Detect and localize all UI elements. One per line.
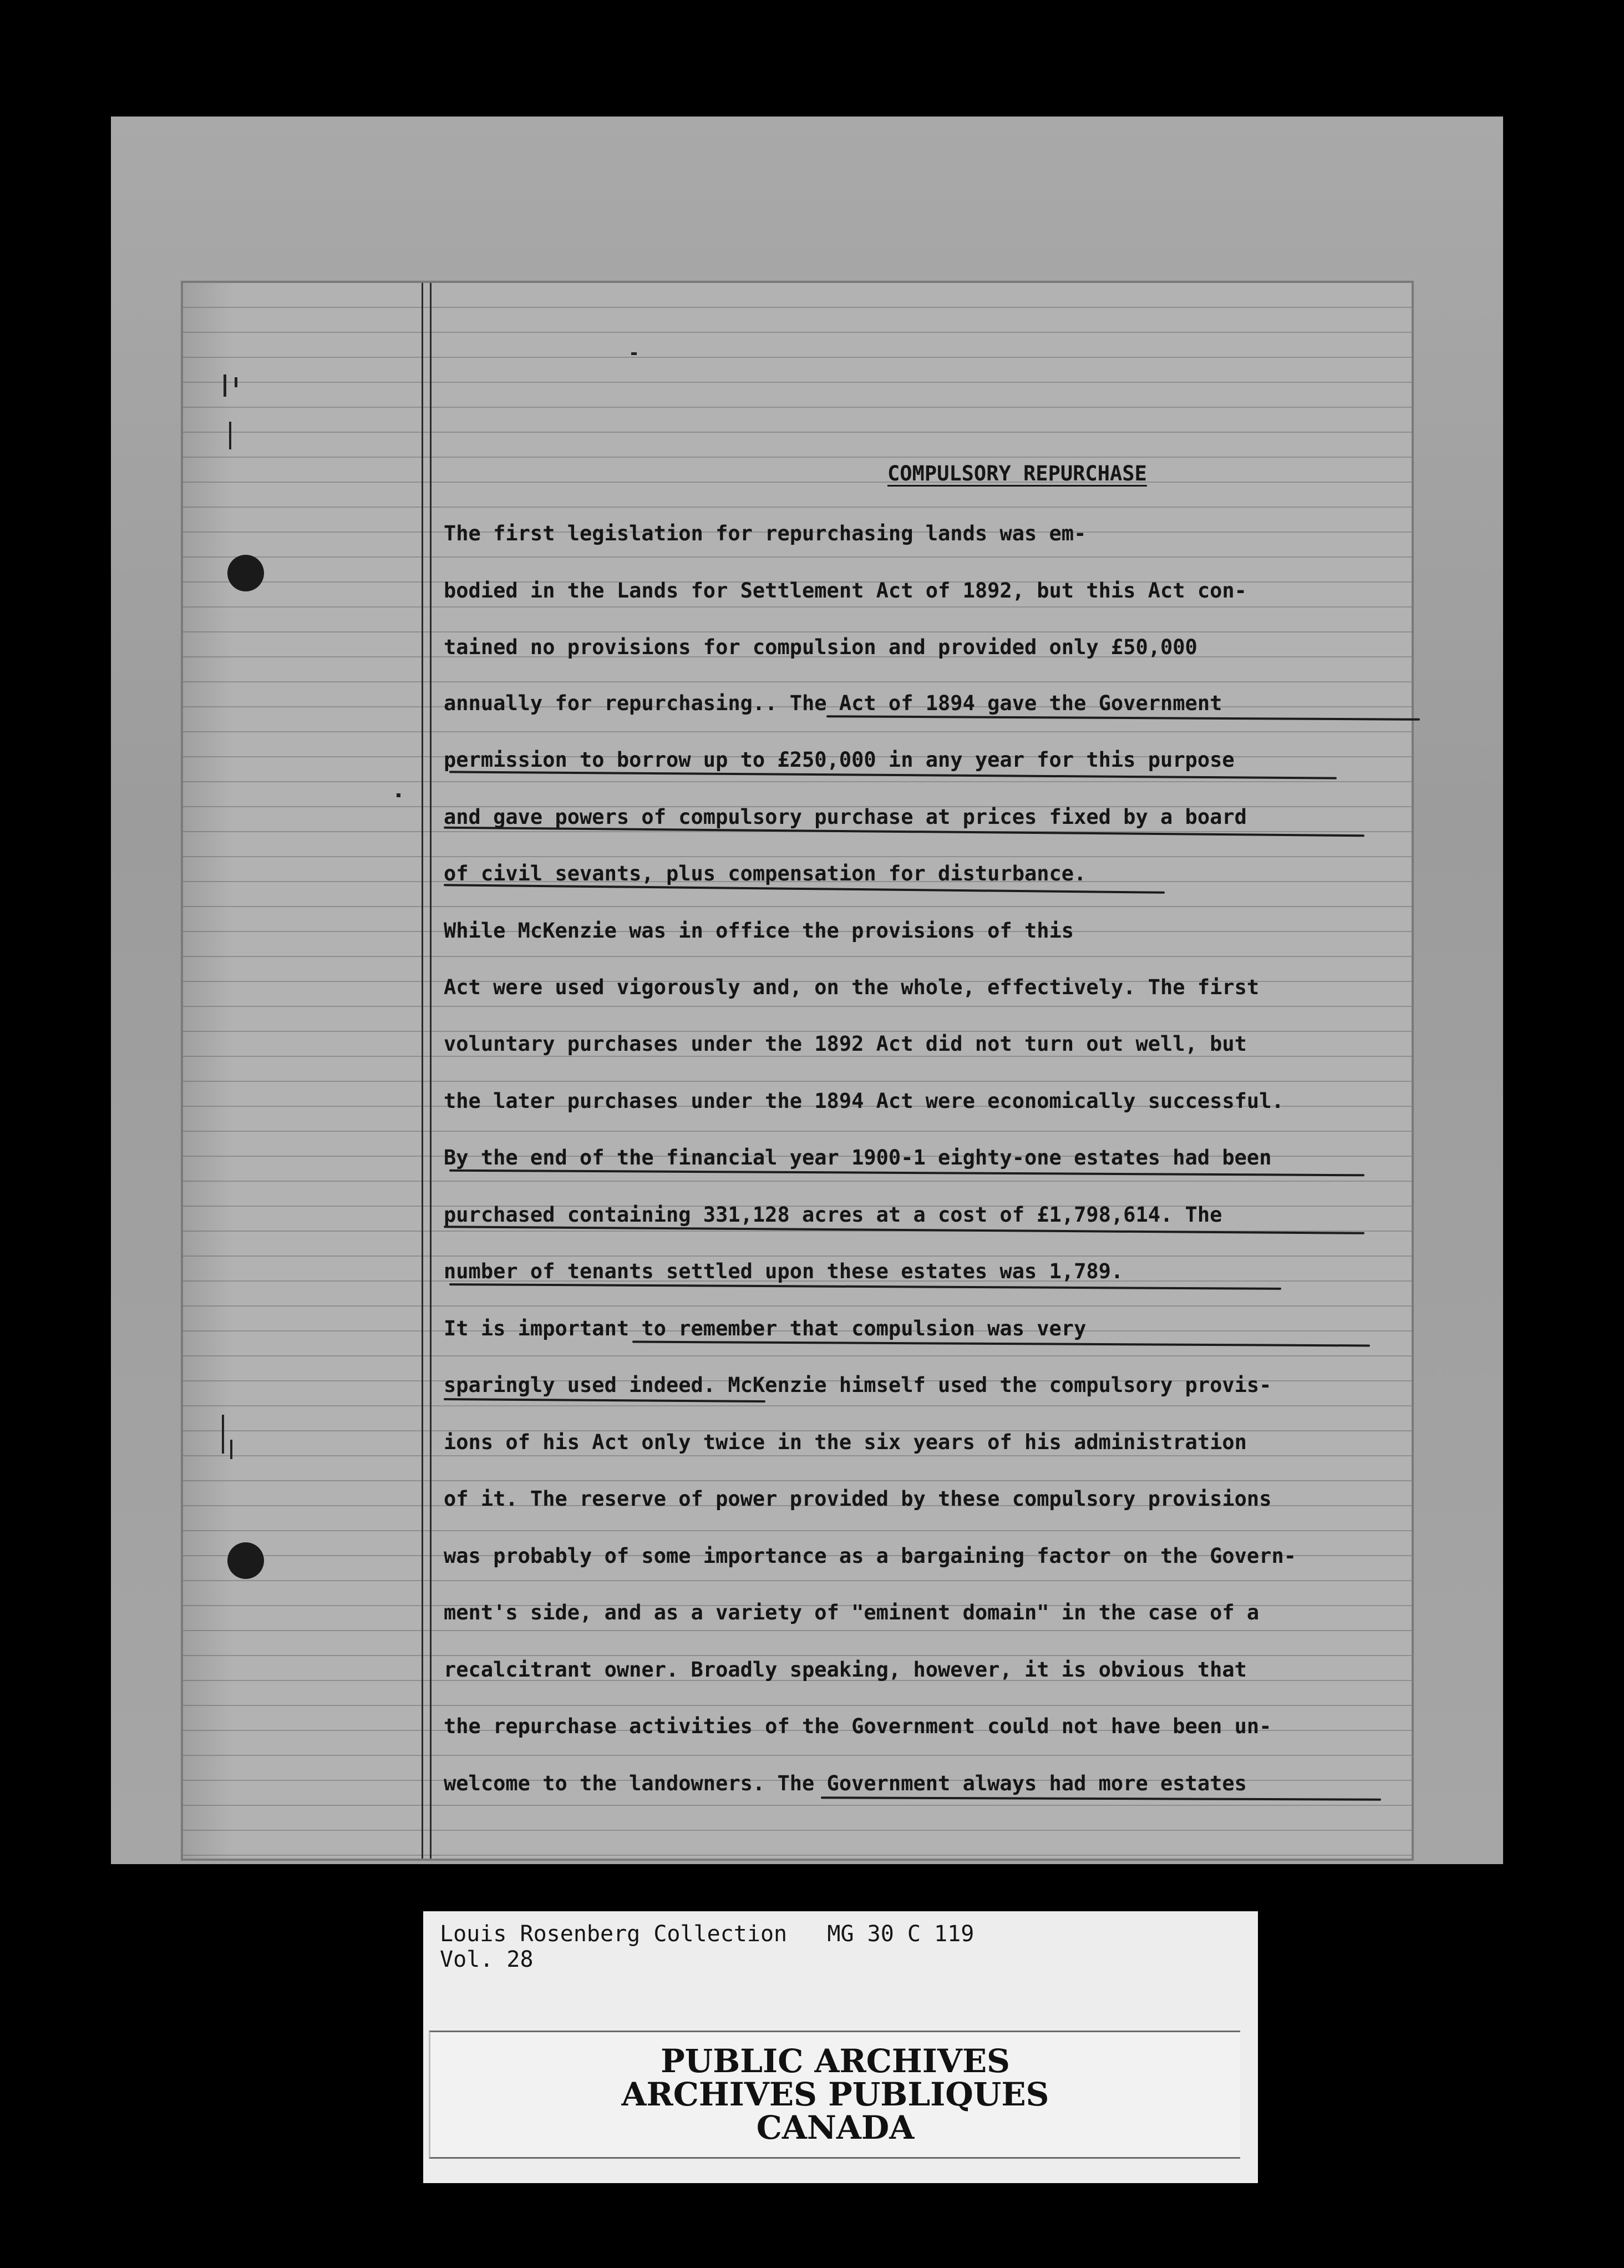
pen-underline [449, 771, 1337, 779]
volume-line: Vol. 28 [440, 1947, 534, 1972]
collection-line: Louis Rosenberg Collection MG 30 C 119 [440, 1921, 975, 1947]
margin-line [422, 283, 423, 1859]
collection-reference [440, 1921, 974, 1972]
text-line: annually for repurchasing.. The Act of 1894 gave the Government [444, 691, 1222, 715]
stamp-line-2: ARCHIVES PUBLIQUES [621, 2075, 1049, 2113]
pen-underline [444, 1398, 765, 1403]
margin-mark [222, 1415, 224, 1454]
text-line: bodied in the Lands for Settlement Act of 1892, but this Act con- [444, 579, 1247, 603]
text-line: of civil sevants, plus compensation for disturbance. [444, 862, 1087, 885]
text-line: the later purchases under the 1894 Act were economically successful. [444, 1089, 1284, 1113]
lined-paper-sheet [183, 283, 1412, 1859]
text-line: The first legislation for repurchasing lands was em- [444, 522, 1087, 545]
text-line: number of tenants settled upon these estates was 1,789. [444, 1259, 1124, 1283]
ink-speck [631, 352, 637, 355]
margin-mark [235, 377, 237, 387]
pen-underline [449, 1170, 1364, 1177]
pen-underline [449, 1283, 1281, 1290]
margin-mark [229, 422, 231, 449]
text-line: voluntary purchases under the 1892 Act did not turn out well, but [444, 1032, 1247, 1056]
ink-speck [397, 793, 400, 797]
text-line: Act were used vigorously and, on the whole, effectively. The first [444, 975, 1260, 999]
margin-mark [230, 1440, 232, 1459]
pen-underline [821, 1796, 1381, 1801]
text-line: and gave powers of compulsory purchase at prices fixed by a board [444, 805, 1247, 829]
text-line: was probably of some importance as a bargaining factor on the Govern- [444, 1544, 1297, 1568]
text-line: By the end of the financial year 1900-1 eighty-one estates had been [444, 1146, 1272, 1170]
text-line: permission to borrow up to £250,000 in any year for this purpose [444, 748, 1235, 772]
binder-hole [227, 1542, 264, 1579]
text-line: the repurchase activities of the Government could not have been un- [444, 1714, 1272, 1738]
text-line: tained no provisions for compulsion and provided only £50,000 [444, 635, 1197, 659]
text-line: ment's side, and as a variety of "eminent domain" in the case of a [444, 1601, 1260, 1624]
pen-underline [444, 1226, 1364, 1234]
margin-line [430, 283, 432, 1859]
pen-underline [826, 715, 1420, 721]
pen-underline [632, 1341, 1370, 1347]
text-line: recalcitrant owner. Broadly speaking, however, it is obvious that [444, 1658, 1247, 1682]
archive-label-card [423, 1911, 1258, 2183]
text-line: While McKenzie was in office the provisions of this [444, 919, 1074, 943]
text-line: purchased containing 331,128 acres at a cost of £1,798,614. The [444, 1203, 1222, 1227]
text-line: of it. The reserve of power provided by these compulsory provisions [444, 1487, 1272, 1511]
text-line: ions of his Act only twice in the six years of his administration [444, 1430, 1247, 1454]
text-line: sparingly used indeed. McKenzie himself used the compulsory provis- [444, 1373, 1272, 1397]
stamp-line-1: PUBLIC ARCHIVES [661, 2042, 1010, 2080]
archives-stamp [429, 2031, 1240, 2159]
margin-mark [224, 374, 226, 397]
text-line: welcome to the landowners. The Government always had more estates [444, 1771, 1247, 1795]
page-title: COMPULSORY REPURCHASE [887, 462, 1147, 485]
text-line: It is important to remember that compulsion was very [444, 1317, 1087, 1340]
binder-hole [227, 555, 264, 591]
stamp-line-3: CANADA [756, 2109, 915, 2146]
